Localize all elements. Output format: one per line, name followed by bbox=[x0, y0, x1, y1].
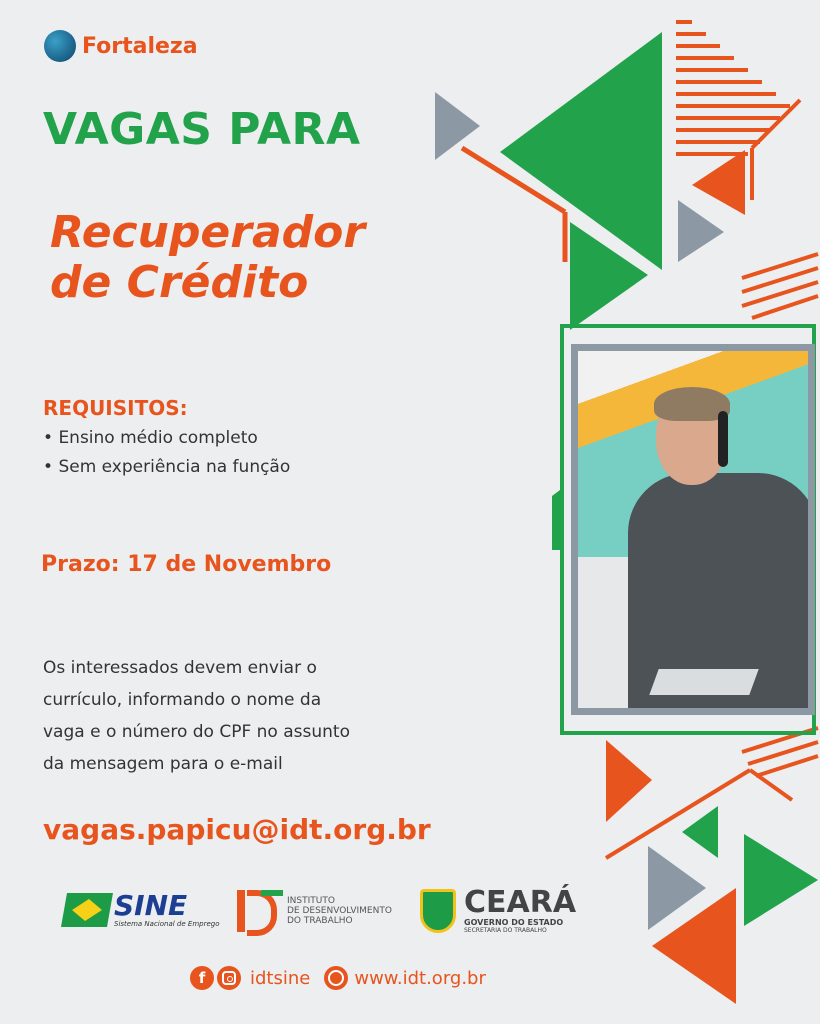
instructions-line: currículo, informando o nome da bbox=[43, 690, 322, 710]
idt-line: DO TRABALHO bbox=[287, 916, 353, 926]
location-badge bbox=[44, 30, 198, 62]
call-center-photo bbox=[571, 344, 815, 715]
orange-stripes-bottom bbox=[742, 728, 818, 776]
sine-subtitle: Sistema Nacional de Emprego bbox=[114, 920, 220, 928]
instructions-line: Os interessados devem enviar o bbox=[43, 658, 317, 678]
instagram-icon[interactable] bbox=[217, 966, 241, 990]
instructions-line: vaga e o número do CPF no assunto bbox=[43, 722, 350, 742]
headline: VAGAS PARA bbox=[43, 104, 361, 155]
requirement-item: • Sem experiência na função bbox=[43, 453, 290, 482]
ceara-logo bbox=[420, 885, 577, 934]
requirement-item: • Ensino médio completo bbox=[43, 424, 290, 453]
requirements-list bbox=[43, 424, 290, 482]
idt-line: DE DESENVOLVIMENTO bbox=[287, 906, 392, 916]
location-label: Fortaleza bbox=[82, 33, 198, 59]
gray-triangle-mid bbox=[678, 200, 724, 262]
gray-triangle-top bbox=[435, 92, 480, 160]
requirements-title: REQUISITOS: bbox=[43, 396, 188, 420]
idt-line: INSTITUTO bbox=[287, 896, 335, 906]
idt-logo bbox=[237, 890, 392, 932]
brazil-flag-icon bbox=[61, 893, 113, 927]
deadline: Prazo: 17 de Novembro bbox=[41, 552, 332, 577]
facebook-icon[interactable]: f bbox=[190, 966, 214, 990]
job-title-line2: de Crédito bbox=[50, 257, 309, 308]
sine-logo bbox=[64, 889, 220, 928]
instructions bbox=[43, 652, 403, 780]
globe-icon bbox=[324, 966, 348, 990]
ceara-secretariat: SECRETARIA DO TRABALHO bbox=[464, 927, 547, 934]
headset-icon bbox=[718, 411, 728, 467]
ceara-government: GOVERNO DO ESTADO bbox=[464, 918, 564, 927]
social-handle[interactable]: idtsine bbox=[250, 967, 311, 989]
ceara-name: CEARÁ bbox=[464, 885, 577, 920]
green-triangle-small bbox=[682, 806, 718, 858]
orange-triangle-bottom bbox=[606, 740, 652, 822]
idt-mark-icon bbox=[237, 890, 281, 932]
orange-stripes-top bbox=[676, 22, 790, 154]
ceara-seal-icon bbox=[420, 889, 456, 933]
location-dot-icon bbox=[44, 30, 76, 62]
job-title bbox=[50, 208, 490, 308]
social-links bbox=[190, 966, 486, 990]
orange-stripes-right bbox=[742, 254, 818, 318]
email-address[interactable]: vagas.papicu@idt.org.br bbox=[43, 813, 431, 846]
website-link[interactable]: www.idt.org.br bbox=[354, 967, 486, 989]
sine-name: SINE bbox=[114, 889, 188, 922]
job-title-line1: Recuperador bbox=[50, 207, 366, 258]
instructions-line: da mensagem para o e-mail bbox=[43, 754, 283, 774]
green-triangle-bottom bbox=[744, 834, 818, 926]
orange-triangle-right bbox=[692, 150, 745, 215]
